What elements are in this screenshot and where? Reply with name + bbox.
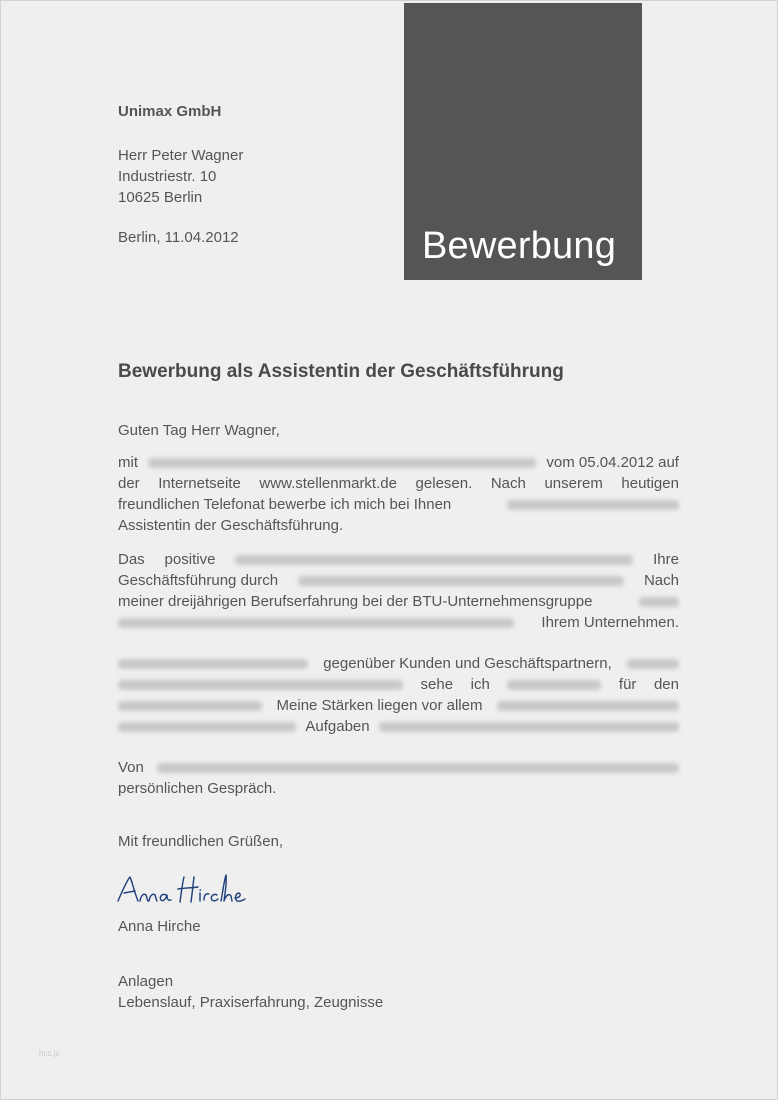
text-fragment: vom 05.04.2012 auf — [546, 454, 679, 471]
paragraph-1 — [118, 452, 679, 536]
redacted-text — [627, 659, 679, 669]
text-fragment: heutigen — [621, 475, 679, 492]
text-fragment: mit — [118, 454, 138, 471]
text-line — [118, 494, 679, 515]
text-fragment: Meine Stärken liegen vor allem — [276, 697, 483, 714]
text-line — [118, 515, 679, 536]
text-line — [118, 452, 679, 473]
text-line — [118, 473, 679, 494]
text-fragment: www.stellenmarkt.de — [259, 475, 397, 492]
redacted-text — [118, 680, 403, 690]
redacted-text — [497, 701, 679, 711]
text-fragment: gegenüber Kunden und Geschäftspartnern, — [323, 655, 612, 672]
letter-date: Berlin, 11.04.2012 — [118, 229, 239, 246]
paragraph-3 — [118, 653, 679, 737]
text-fragment: für — [618, 676, 637, 693]
text-fragment: Ihre — [653, 551, 679, 568]
redacted-text — [118, 701, 262, 711]
text-fragment: Von — [118, 759, 144, 776]
handwritten-signature — [116, 869, 256, 909]
text-fragment: gelesen. — [415, 475, 473, 492]
text-line — [118, 778, 679, 799]
redacted-text — [298, 576, 624, 586]
paragraph-4 — [118, 757, 679, 799]
text-fragment: Aufgaben — [305, 718, 370, 735]
text-fragment: den — [653, 676, 679, 693]
redacted-text — [639, 597, 679, 607]
redacted-text — [148, 458, 536, 468]
redacted-text — [118, 618, 514, 628]
text-line — [118, 570, 679, 591]
address-line: Industriestr. 10 — [118, 168, 217, 185]
text-line — [118, 612, 679, 633]
text-fragment: Geschäftsführung durch — [118, 572, 279, 589]
redacted-text — [157, 763, 679, 773]
text-fragment: Ihrem Unternehmen. — [541, 614, 679, 631]
text-fragment: freundlichen Telefonat bewerbe ich mich bei Ihnen — [118, 496, 452, 513]
text-fragment: der — [118, 475, 140, 492]
address-line: 10625 Berlin — [118, 189, 203, 206]
redacted-text — [379, 722, 679, 732]
recipient-address — [118, 145, 243, 208]
redacted-text — [118, 722, 296, 732]
text-line — [118, 695, 679, 716]
text-fragment: Nach — [643, 572, 679, 589]
letter-subject: Bewerbung als Assistentin der Geschäftsführung — [118, 361, 564, 382]
text-fragment: unserem — [544, 475, 603, 492]
recipient-company: Unimax GmbH — [118, 103, 222, 120]
text-fragment: persönlichen Gespräch. — [118, 780, 277, 797]
redacted-text — [235, 555, 633, 565]
attachments-list: Lebenslauf, Praxiserfahrung, Zeugnisse — [118, 994, 384, 1011]
bewerbung-banner — [404, 3, 642, 280]
text-line — [118, 674, 679, 695]
watermark: hcc.jx — [39, 1049, 60, 1058]
salutation: Guten Tag Herr Wagner, — [118, 422, 280, 439]
text-line — [118, 549, 679, 570]
text-line — [118, 757, 679, 778]
closing-phrase: Mit freundlichen Grüßen, — [118, 833, 284, 850]
text-fragment: Assistentin der Geschäftsführung. — [118, 517, 344, 534]
text-fragment: ich — [470, 676, 490, 693]
paragraph-2 — [118, 549, 679, 633]
signer-name: Anna Hirche — [118, 918, 201, 935]
text-line — [118, 591, 679, 612]
text-fragment: positive — [164, 551, 216, 568]
text-fragment: meiner dreijährigen Berufserfahrung bei der BTU-Unternehmensgruppe — [118, 593, 593, 610]
text-fragment: Internetseite — [158, 475, 241, 492]
text-fragment: Das — [118, 551, 145, 568]
text-fragment: sehe — [420, 676, 454, 693]
redacted-text — [507, 500, 679, 510]
attachments-title: Anlagen — [118, 973, 174, 990]
text-fragment: Nach — [490, 475, 526, 492]
redacted-text — [118, 659, 308, 669]
address-line: Herr Peter Wagner — [118, 147, 244, 164]
redacted-text — [507, 680, 601, 690]
text-line — [118, 653, 679, 674]
text-line — [118, 716, 679, 737]
banner-title: Bewerbung — [422, 225, 617, 267]
